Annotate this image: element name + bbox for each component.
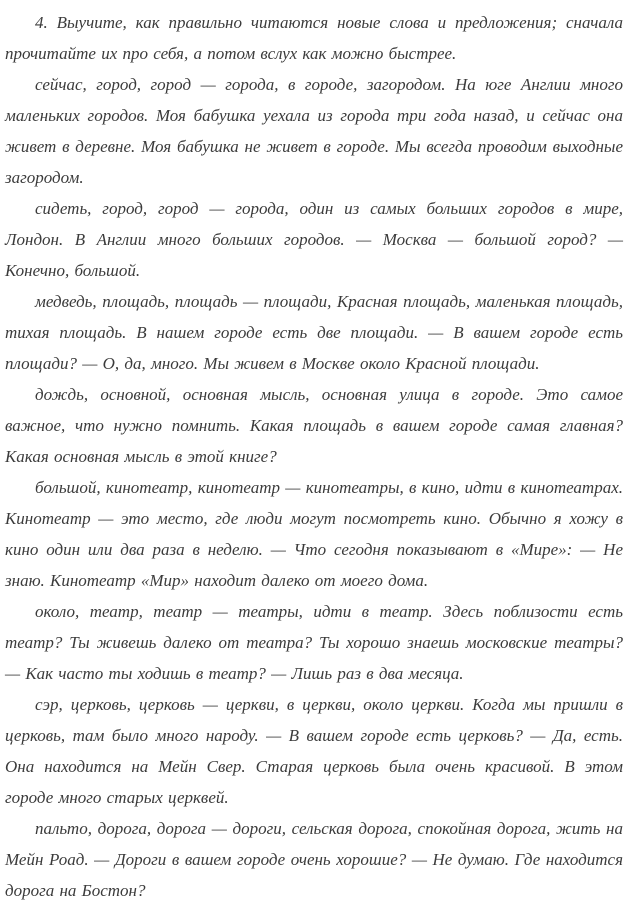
text-paragraph: большой, кинотеатр, кинотеатр — кинотеатры, в кино, идти в кинотеатрах. Кинотеатр — это место, где люди могут посмотреть кино. Обычно я хожу в кино один или два раза в неделю. — Что сегодня показывают в «Мире»: — Не знаю. Кинотеатр «Мир» находит далеко от моего дома. bbox=[5, 478, 623, 590]
exercise-instruction: 4. Выучите, как правильно читаются новые слова и предложения; сначала прочитайте их про себя, а потом вслух как можно быстрее. bbox=[5, 13, 623, 63]
text-paragraph: дождь, основной, основная мысль, основная улица в городе. Это самое важное, что нужно помнить. Какая площадь в вашем городе самая главная? Какая основная мысль в этой книге? bbox=[5, 385, 623, 466]
text-paragraph: сэр, церковь, церковь — церкви, в церкви, около церкви. Когда мы пришли в церковь, там было много народу. — В вашем городе есть церковь? — Да, есть. Она находится на Мейн Свер. Старая церковь была очень красивой. В этом городе много старых церквей. bbox=[5, 695, 623, 807]
text-paragraph: медведь, площадь, площадь — площади, Красная площадь, маленькая площадь, тихая площадь. В нашем городе есть две площади. — В вашем городе есть площади? — О, да, много. Мы живем в Москве около Красной площади. bbox=[5, 292, 623, 373]
text-paragraph: сидеть, город, город — города, один из самых больших городов в мире, Лондон. В Англии много больших городов. — Москва — большой город? — Конечно, большой. bbox=[5, 199, 623, 280]
text-paragraph: около, театр, театр — театры, идти в театр. Здесь поблизости есть театр? Ты живешь далеко от театра? Ты хорошо знаешь московские театры? — Как часто ты ходишь в театр? — Лишь раз в два месяца. bbox=[5, 602, 623, 683]
text-paragraph: пальто, дорога, дорога — дороги, сельская дорога, спокойная дорога, жить на Мейн Роад. — Дороги в вашем городе очень хорошие? — Не думаю. Где находится дорога на Бостон? bbox=[5, 819, 623, 900]
text-paragraph: сейчас, город, город — города, в городе, загородом. На юге Англии много маленьких городов. Моя бабушка уехала из города три года назад, и сейчас она живет в деревне. Моя бабушка не живет в городе. Мы всегда проводим выходные загородом. bbox=[5, 75, 623, 187]
